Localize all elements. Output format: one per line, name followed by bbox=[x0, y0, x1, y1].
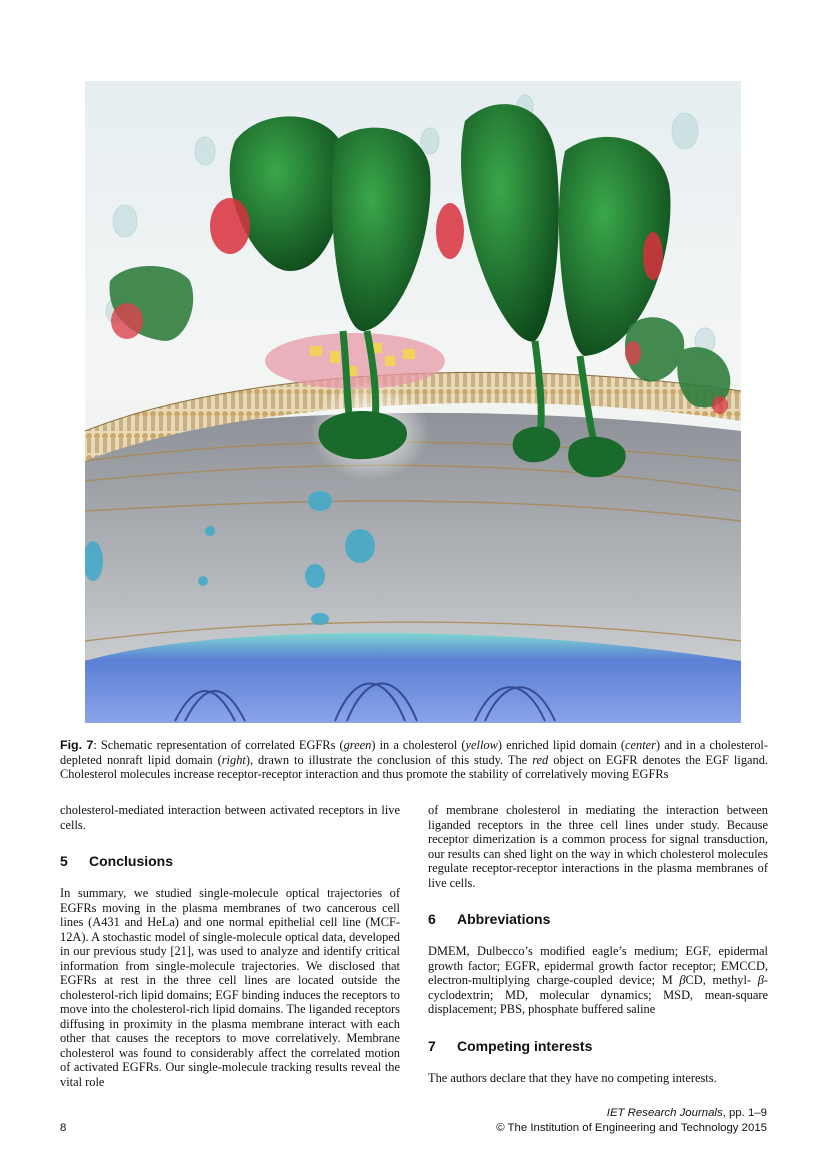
caption-text: ), drawn to illustrate the conclusion of this study. The bbox=[245, 752, 533, 767]
caption-text: ) enriched lipid domain ( bbox=[497, 738, 626, 752]
abbrev-text: DMEM, Dulbecco’s modified eagle’s medium; EGF, epidermal growth factor; EGFR, epidermal growth factor receptor; EMCCD, electron-multiplying charge-coupled device; M bbox=[428, 944, 768, 987]
caption-italic: center bbox=[625, 738, 656, 752]
intro-paragraph: cholesterol-mediated interaction between activated receptors in live cells. bbox=[60, 803, 400, 832]
section-7-number: 7 bbox=[428, 1037, 436, 1054]
section-6-number: 6 bbox=[428, 911, 436, 927]
cholesterol-raft bbox=[265, 333, 445, 389]
section-7-title: Competing interests bbox=[457, 1037, 593, 1054]
right-column bbox=[428, 803, 768, 1085]
beta-symbol: β bbox=[679, 973, 686, 987]
figure-7-illustration bbox=[85, 81, 741, 723]
continuation-paragraph: of membrane cholesterol in mediating the interaction between liganded receptors in the three cell lines under study. Because receptor dimerization is a common process for signal transduction, our results can shed light on the way in which cholesterol molecules regulate receptor-receptor interactions in the plasma membranes of live cells. bbox=[428, 803, 768, 890]
caption-text: object on EGFR denotes the EGF ligand. Cholesterol molecules increase receptor-receptor interaction and thus promote the stability of correlatively moving EGFRs bbox=[60, 752, 769, 782]
figure-caption bbox=[60, 738, 768, 782]
section-5-heading bbox=[60, 853, 400, 870]
section-6-heading bbox=[428, 911, 768, 928]
caption-italic: green bbox=[343, 738, 372, 752]
section-5-number: 5 bbox=[60, 853, 68, 869]
egfr-membrane-illustration bbox=[85, 81, 741, 723]
competing-interests-paragraph: The authors declare that they have no competing interests. bbox=[428, 1070, 717, 1085]
abbreviations-paragraph bbox=[428, 944, 768, 1017]
caption-text: : Schematic representation of correlated EGFRs ( bbox=[93, 738, 344, 752]
journal-pages: , pp. 1–9 bbox=[722, 1107, 767, 1119]
figure-label: Fig. 7 bbox=[60, 738, 94, 752]
footer-journal-info bbox=[496, 1106, 767, 1136]
beta-symbol: β bbox=[757, 973, 764, 987]
journal-name: IET Research Journals bbox=[606, 1107, 723, 1119]
section-7-heading bbox=[428, 1038, 768, 1055]
copyright-line: © The Institution of Engineering and Technology 2015 bbox=[496, 1122, 767, 1134]
journal-line bbox=[496, 1106, 767, 1121]
caption-text: ) and in a cholesterol-depleted nonraft lipid domain ( bbox=[60, 738, 768, 767]
conclusions-paragraph: In summary, we studied single-molecule optical trajectories of EGFRs moving in the plasma membranes of two cancerous cell lines (A431 and HeLa) and one normal epithelial cell line (MCF-12A). A stochastic model of single-molecule optical data, developed in our previous study [21], was used to analyze and identify critical information from single-molecule trajectories. We disclosed that EGFRs at rest in the three cell lines are located outside the cholesterol-rich lipid domains; EGF binding induces the receptors to move into the cholesterol-rich lipid domains. The liganded receptors diffusing in proximity in the plasma membrane interact with each other that causes the receptors to move correlatively. Membrane cholesterol was found to considerably affect the correlated motion of activated EGFRs. Our single-molecule tracking results reveal the vital role bbox=[60, 886, 400, 1089]
caption-text: ) in a cholesterol ( bbox=[371, 738, 466, 752]
section-5-title: Conclusions bbox=[89, 853, 174, 869]
caption-italic: yellow bbox=[465, 738, 498, 752]
abbrev-text: -cyclodextrin; MD, molecular dynamics; MSD, mean-square displacement; PBS, phosphate buffered saline bbox=[428, 973, 768, 1016]
section-6-title: Abbreviations bbox=[457, 911, 551, 927]
caption-italic: red bbox=[532, 752, 549, 767]
left-column bbox=[60, 803, 400, 1089]
page-number: 8 bbox=[60, 1122, 67, 1134]
abbrev-text: CD, methyl- bbox=[685, 973, 758, 987]
caption-italic: right bbox=[221, 752, 246, 767]
